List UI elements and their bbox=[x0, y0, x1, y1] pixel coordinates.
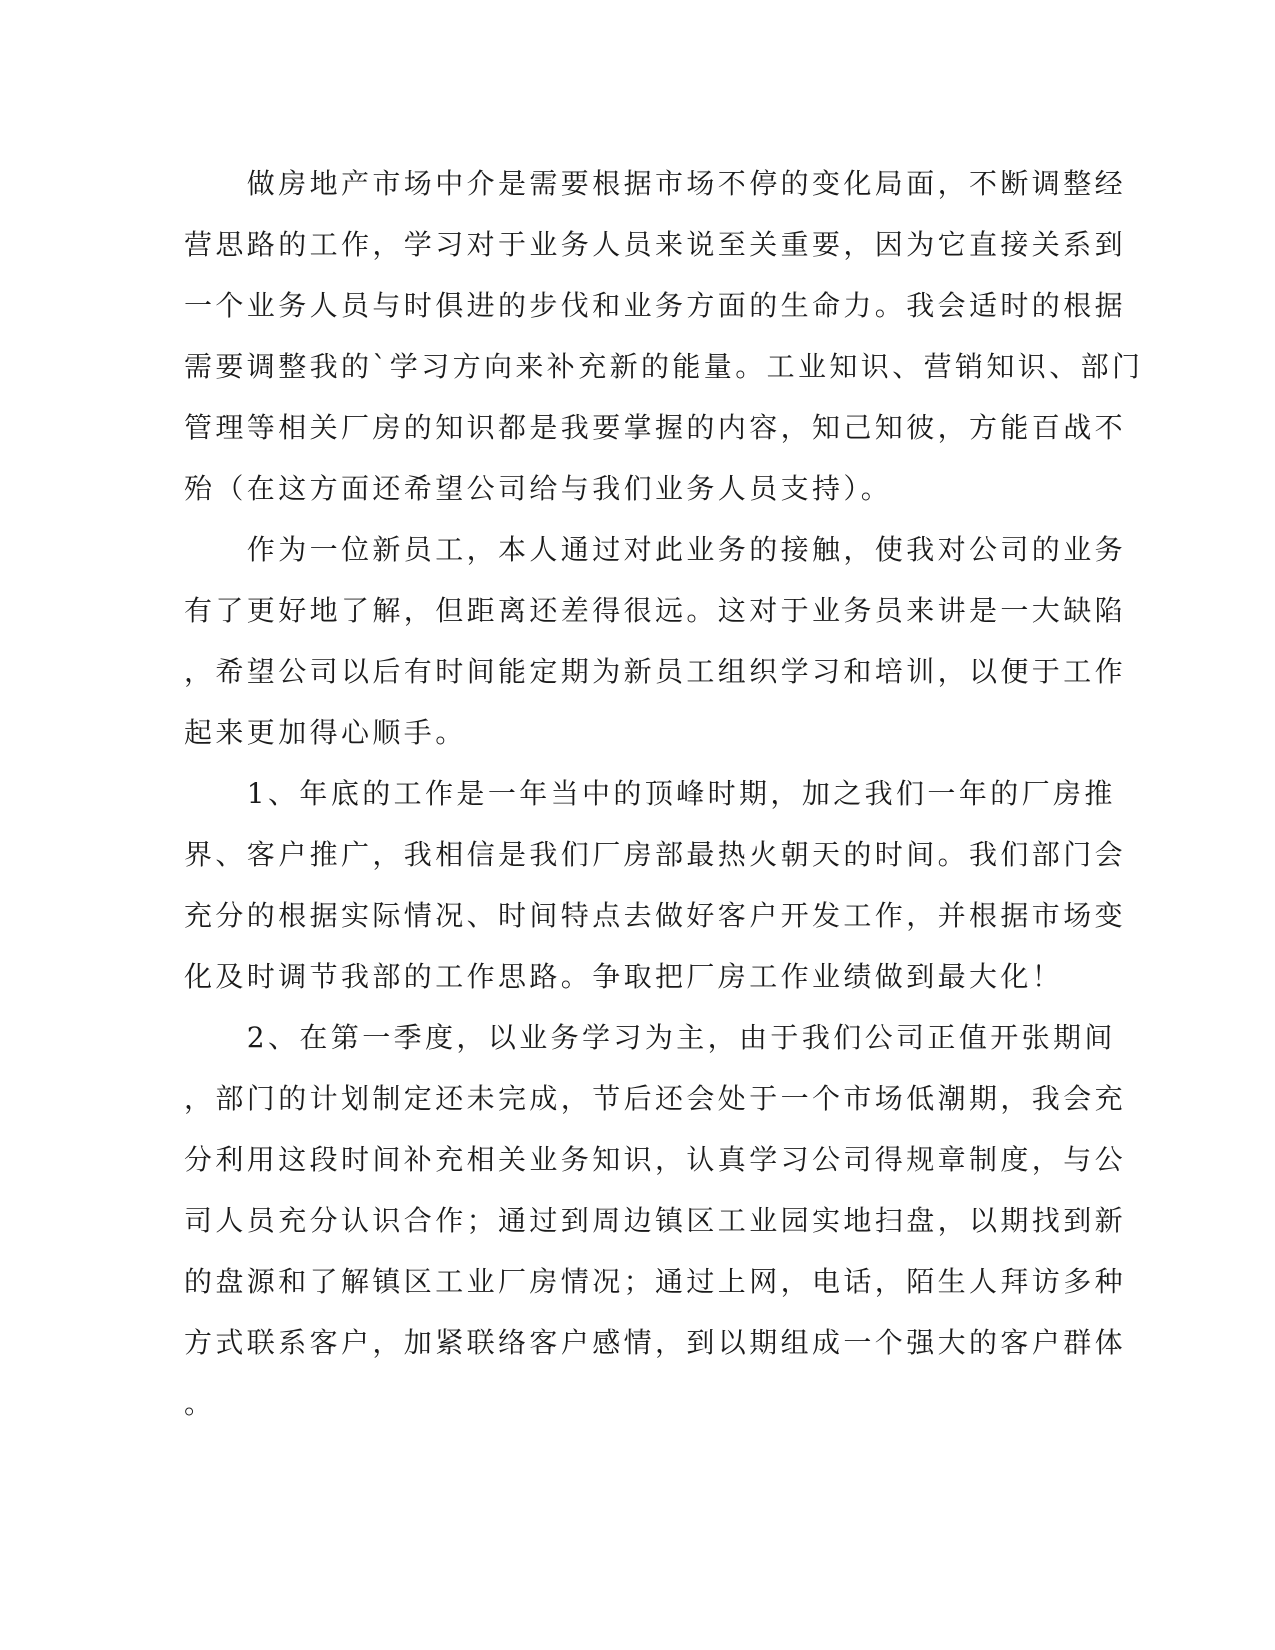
text-line: 司人员充分认识合作；通过到周边镇区工业园实地扫盘，以期找到新 bbox=[184, 1204, 1127, 1237]
paragraph bbox=[184, 528, 1127, 772]
paragraph bbox=[184, 772, 1127, 1016]
text-line: 的盘源和了解镇区工业厂房情况；通过上网，电话，陌生人拜访多种 bbox=[184, 1265, 1127, 1298]
text-line: 分利用这段时间补充相关业务知识，认真学习公司得规章制度，与公 bbox=[184, 1143, 1127, 1176]
text-line: 2、在第一季度，以业务学习为主，由于我们公司正值开张期间 bbox=[184, 1021, 1116, 1054]
text-line: 需要调整我的`学习方向来补充新的能量。工业知识、营销知识、部门 bbox=[184, 350, 1144, 383]
text-line: 起来更加得心顺手。 bbox=[184, 716, 467, 749]
document-body bbox=[184, 162, 1144, 1443]
text-line: 1、年底的工作是一年当中的顶峰时期，加之我们一年的厂房推 bbox=[184, 777, 1116, 810]
text-line: 有了更好地了解，但距离还差得很远。这对于业务员来讲是一大缺陷 bbox=[184, 594, 1127, 627]
text-line: ，希望公司以后有时间能定期为新员工组织学习和培训，以便于工作 bbox=[184, 655, 1127, 688]
text-line: 做房地产市场中介是需要根据市场不停的变化局面，不断调整经 bbox=[184, 167, 1127, 200]
text-line: 殆（在这方面还希望公司给与我们业务人员支持）。 bbox=[184, 472, 893, 505]
text-line: 作为一位新员工，本人通过对此业务的接触，使我对公司的业务 bbox=[184, 533, 1127, 566]
paragraph bbox=[184, 1016, 1127, 1443]
text-line: ，部门的计划制定还未完成，节后还会处于一个市场低潮期，我会充 bbox=[184, 1082, 1127, 1115]
text-line: 化及时调节我部的工作思路。争取把厂房工作业绩做到最大化！ bbox=[184, 960, 1064, 993]
text-line: 界、客户推广，我相信是我们厂房部最热火朝天的时间。我们部门会 bbox=[184, 838, 1127, 871]
text-line: 方式联系客户，加紧联络客户感情，到以期组成一个强大的客户群体 bbox=[184, 1326, 1127, 1359]
text-line: 。 bbox=[184, 1387, 216, 1420]
text-line: 营思路的工作，学习对于业务人员来说至关重要，因为它直接关系到 bbox=[184, 228, 1127, 261]
text-line: 一个业务人员与时俱进的步伐和业务方面的生命力。我会适时的根据 bbox=[184, 289, 1127, 322]
text-line: 管理等相关厂房的知识都是我要掌握的内容，知己知彼，方能百战不 bbox=[184, 411, 1127, 444]
paragraph bbox=[184, 162, 1144, 528]
text-line: 充分的根据实际情况、时间特点去做好客户开发工作，并根据市场变 bbox=[184, 899, 1127, 932]
